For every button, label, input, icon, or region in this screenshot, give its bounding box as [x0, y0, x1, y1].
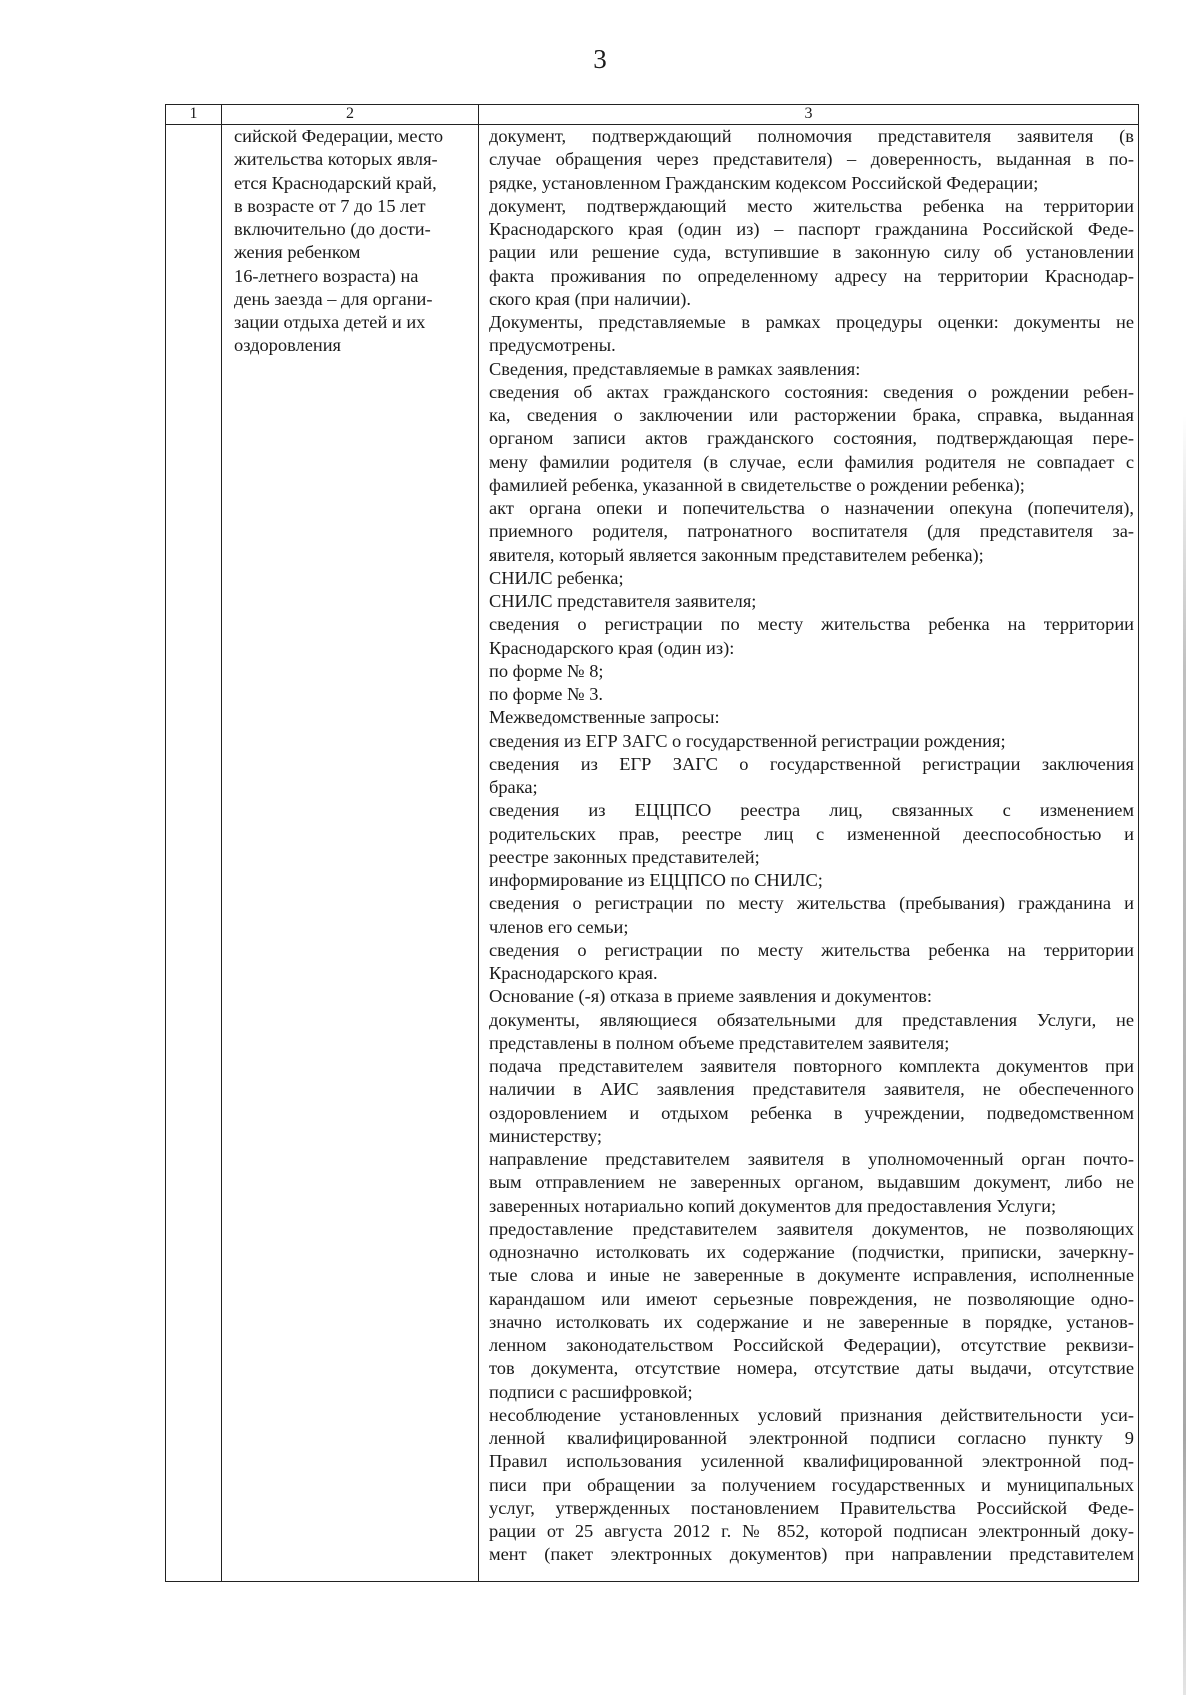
- document-text-line: Краснодарского края (один из):: [489, 637, 735, 658]
- document-text-line: подача представителем заявителя повторного комплекта документов при: [489, 1056, 1134, 1076]
- document-text-line: сведения из ЕГР ЗАГС о государственной регистрации заключения: [489, 753, 1134, 774]
- document-text-line: заверенных нотариально копий документов для предоставления Услуги;: [489, 1195, 1057, 1216]
- document-text-line: сведения о регистрации по месту жительства ребенка на территории: [489, 614, 1134, 635]
- document-text-line: документ, подтверждающий место жительства ребенка на территории: [489, 195, 1134, 216]
- document-text-line: наличии в АИС заявления представителя заявителя, не обеспеченного: [489, 1079, 1134, 1100]
- document-text-line: по форме № 8;: [489, 660, 604, 681]
- cell-category: [222, 125, 479, 1582]
- document-text-line: представлены в полном объеме представителем заявителя;: [489, 1032, 950, 1053]
- document-text-line: документ, подтверждающий полномочия представителя заявителя (в: [489, 126, 1134, 146]
- document-text-line: Сведения, представляемые в рамках заявления:: [489, 358, 861, 379]
- document-text-line: сведения из ЕГР ЗАГС о государственной регистрации рождения;: [489, 730, 1006, 751]
- document-text-line: тые слова и иные не заверенные в документе исправления, исполненные: [489, 1265, 1134, 1286]
- document-text-line: Межведомственные запросы:: [489, 707, 720, 728]
- document-text-line: информирование из ЕЦЦПСО по СНИЛС;: [489, 870, 823, 890]
- document-text-line: рации от 25 августа 2012 г. № 852, которой подписан электронный доку-: [489, 1521, 1134, 1541]
- document-text-line: мену фамилии родителя (в случае, если фамилия родителя не совпадает с: [489, 451, 1134, 472]
- category-text-line: сийской Федерации, место: [234, 126, 444, 146]
- table-row: [166, 125, 1139, 1582]
- category-text-line: жения ребенком: [234, 242, 361, 263]
- document-text-line: министерству;: [489, 1125, 603, 1146]
- document-text-line: рядке, установленном Гражданским кодексом Российской Федерации;: [489, 172, 1039, 193]
- document-text-line: сведения о регистрации по месту жительства ребенка на территории: [489, 939, 1134, 960]
- document-text-line: ленном законодательством Российской Федерации), отсутствие реквизи-: [489, 1335, 1134, 1355]
- document-text-line: акт органа опеки и попечительства о назначении опекуна (попечителя),: [489, 498, 1134, 518]
- document-text-line: родительских прав, реестре лиц с измененной дееспособностью и: [489, 823, 1134, 844]
- table-header-row: [166, 105, 1139, 125]
- document-text-line: рации или решение суда, вступившие в законную силу об установлении: [489, 242, 1134, 263]
- document-text-line: значно истолковать их содержание и не заверенные в порядке, установ-: [489, 1311, 1134, 1332]
- category-text-line: зации отдыха детей и их: [234, 312, 426, 332]
- document-text-line: СНИЛС представителя заявителя;: [489, 591, 757, 611]
- document-text-line: Документы, представляемые в рамках процедуры оценки: документы не: [489, 312, 1134, 332]
- document-text-line: органом записи актов гражданского состояния, подтверждающая пере-: [489, 428, 1134, 449]
- document-text-line: Краснодарского края (один из) – паспорт гражданина Российской Феде-: [489, 219, 1134, 239]
- category-text-line: включительно (до дости-: [234, 219, 431, 239]
- document-text-line: предоставление представителем заявителя документов, не позволяющих: [489, 1218, 1134, 1239]
- document-table: [165, 104, 1139, 1582]
- scan-edge-shadow: [1183, 415, 1186, 1695]
- document-text-line: явителя, который является законным представителем ребенка);: [489, 544, 984, 565]
- document-text-line: сведения из ЕЦЦПСО реестра лиц, связанных с изменением: [489, 800, 1134, 821]
- document-text-line: брака;: [489, 777, 538, 797]
- document-text-line: карандашом или имеют серьезные повреждения, не позволяющие одно-: [489, 1288, 1134, 1309]
- category-text-line: оздоровления: [234, 335, 341, 356]
- category-text-line: 16-летнего возраста) на: [234, 265, 419, 286]
- document-text-line: оздоровлением и отдыхом ребенка в учреждении, подведомственном: [489, 1102, 1134, 1123]
- document-text-line: СНИЛС ребенка;: [489, 567, 624, 588]
- category-text-line: ется Краснодарский край,: [234, 172, 437, 193]
- document-text-line: вым отправлением не заверенных органом, выдавшим документ, либо не: [489, 1172, 1134, 1193]
- document-text-line: сведения об актах гражданского состояния: сведения о рождении ребен-: [489, 381, 1134, 402]
- column-header-2: 2: [222, 105, 479, 125]
- document-text-line: Краснодарского края.: [489, 963, 658, 983]
- document-text-line: предусмотрены.: [489, 335, 616, 356]
- document-text-line: направление представителем заявителя в уполномоченный орган почто-: [489, 1149, 1134, 1169]
- cell-documents: [479, 125, 1139, 1582]
- document-text-line: документы, являющиеся обязательными для представления Услуги, не: [489, 1009, 1134, 1030]
- column-header-1: 1: [166, 105, 222, 125]
- document-text-line: сведения о регистрации по месту жительства (пребывания) гражданина и: [489, 893, 1134, 914]
- page-number: 3: [593, 44, 607, 74]
- document-text-line: мент (пакет электронных документов) при направлении представителем: [489, 1544, 1134, 1565]
- document-text-line: Основание (-я) отказа в приеме заявления и документов:: [489, 986, 932, 1007]
- document-text-line: ского края (при наличии).: [489, 288, 692, 309]
- document-text-line: факта проживания по определенному адресу на территории Краснодар-: [489, 265, 1134, 286]
- column-header-3: 3: [479, 105, 1139, 125]
- document-text-line: реестре законных представителей;: [489, 846, 760, 867]
- document-text-line: членов его семьи;: [489, 916, 629, 937]
- document-text-line: фамилией ребенка, указанной в свидетельстве о рождении ребенка);: [489, 474, 1025, 495]
- document-text-line: тов документа, отсутствие номера, отсутствие даты выдачи, отсутствие: [489, 1358, 1134, 1379]
- document-text-line: приемного родителя, патронатного воспитателя (для представителя за-: [489, 521, 1134, 542]
- document-text-line: по форме № 3.: [489, 684, 603, 704]
- category-text-line: в возрасте от 7 до 15 лет: [234, 195, 426, 216]
- document-text-line: несоблюдение установленных условий признания действительности уси-: [489, 1404, 1134, 1425]
- document-text-line: ленной квалифицированной электронной подписи согласно пункту 9: [489, 1428, 1134, 1448]
- category-text-line: день заезда – для органи-: [234, 288, 433, 309]
- document-text-line: ка, сведения о заключении или расторжении брака, справка, выданная: [489, 405, 1134, 425]
- document-text-line: однозначно истолковать их содержание (подчистки, приписки, зачеркну-: [489, 1242, 1134, 1262]
- document-text-line: подписи с расшифровкой;: [489, 1381, 693, 1402]
- category-text-line: жительства которых явля-: [234, 149, 438, 170]
- document-text-line: писи при обращении за получением государственных и муниципальных: [489, 1474, 1134, 1495]
- cell-number: [166, 125, 222, 1582]
- document-text-line: случае обращения через представителя) – доверенность, выданная в по-: [489, 149, 1134, 170]
- document-text-line: Правил использования усиленной квалифицированной электронной под-: [489, 1451, 1134, 1472]
- document-text-line: услуг, утвержденных постановлением Правительства Российской Феде-: [489, 1497, 1134, 1518]
